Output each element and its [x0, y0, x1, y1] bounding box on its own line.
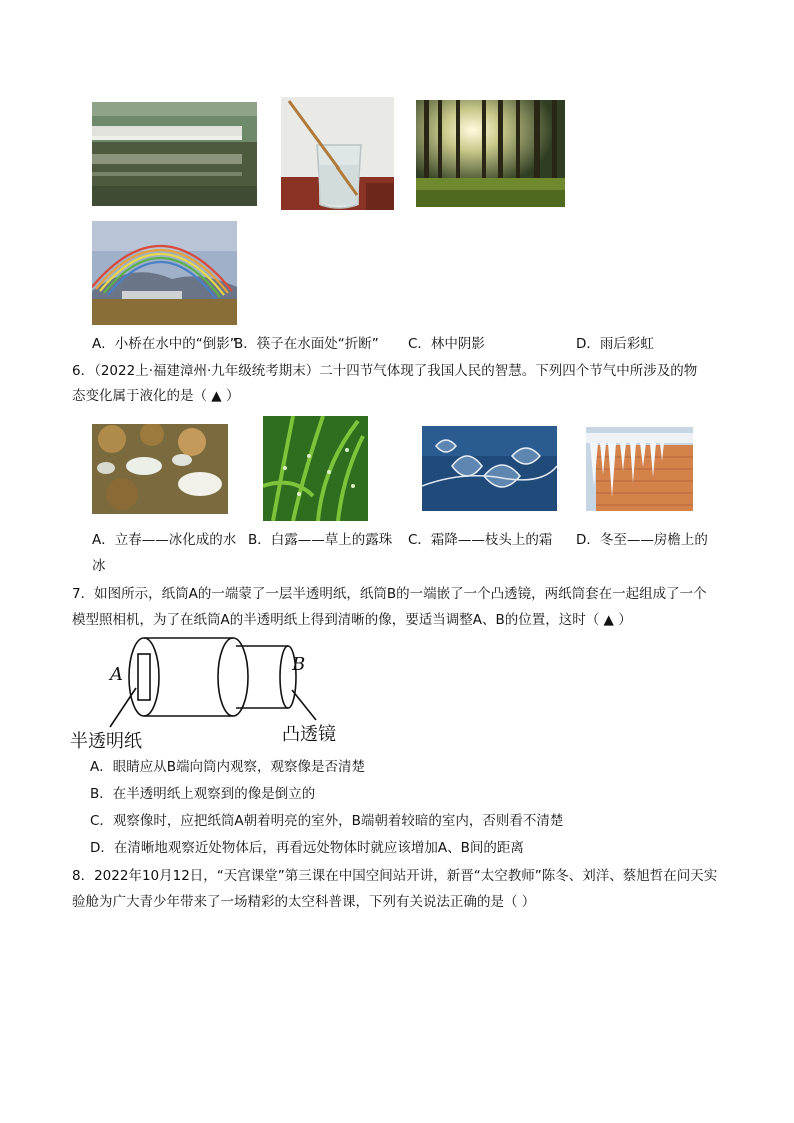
q6-option-a[interactable]: A．立春——冰化成的水 — [92, 532, 237, 548]
icicles-eaves-photo — [586, 427, 693, 511]
q6-option-c[interactable]: C．霜降——枝头上的霜 — [408, 532, 553, 548]
q7-option-d[interactable]: D．在清晰地观察近处物体后，再看远处物体时就应该增加A、B间的距离 — [90, 840, 524, 856]
dew-on-grass-photo — [263, 416, 368, 521]
label-b: B — [292, 654, 306, 675]
label-translucent-paper: 半透明纸 — [70, 731, 142, 752]
q6-stem-line2: 态变化属于液化的是（ ▲ ） — [72, 388, 240, 404]
bridge-reflection-photo — [92, 102, 257, 206]
label-convex-lens: 凸透镜 — [282, 724, 336, 745]
q7-option-a[interactable]: A．眼睛应从B端向筒内观察，观察像是否清楚 — [90, 759, 365, 775]
q7-stem-line2: 模型照相机，为了在纸筒A的半透明纸上得到清晰的像，要适当调整A、B的位置，这时（ ▲ ） — [72, 612, 632, 628]
q6-option-d[interactable]: D．冬至——房檐上的 — [576, 532, 708, 548]
q6-option-b[interactable]: B．白露——草上的露珠 — [248, 532, 393, 548]
q6-option-d-continuation: 冰 — [92, 558, 106, 574]
frost-leaves-photo — [422, 426, 557, 511]
q8-stem-line1: 8．2022年10月12日，“天宫课堂”第三课在中国空间站开讲，新晋“太空教师”陈冬、刘洋、蔡旭哲在问天实 — [72, 868, 718, 884]
forest-shadow-photo — [416, 100, 565, 207]
q7-stem-line1: 7．如图所示，纸筒A的一端蒙了一层半透明纸，纸筒B的一端嵌了一个凸透镜，两纸筒套在一起组成了一个 — [72, 586, 707, 602]
q8-stem-line2: 验舱为广大青少年带来了一场精彩的太空科普课，下列有关说法正确的是（ ） — [72, 894, 536, 910]
q5-option-c[interactable]: C．林中阴影 — [408, 336, 485, 352]
chopsticks-in-water-photo — [281, 97, 394, 210]
rainbow-photo — [92, 221, 237, 325]
q5-option-a[interactable]: A．小桥在水中的“倒影” — [92, 336, 237, 352]
q5-option-b[interactable]: B．筷子在水面处“折断” — [234, 336, 379, 352]
q7-option-b[interactable]: B．在半透明纸上观察到的像是倒立的 — [90, 786, 316, 802]
melting-ice-photo — [92, 424, 228, 514]
label-a: A — [110, 664, 123, 685]
q7-option-c[interactable]: C．观察像时，应把纸筒A朝着明亮的室外，B端朝着较暗的室内，否则看不清楚 — [90, 813, 564, 829]
q6-stem-line1: 6．（2022上·福建漳州·九年级统考期末）二十四节气体现了我国人民的智慧。下列四个节气中所涉及的物 — [72, 363, 698, 379]
q5-option-d[interactable]: D．雨后彩虹 — [576, 336, 654, 352]
